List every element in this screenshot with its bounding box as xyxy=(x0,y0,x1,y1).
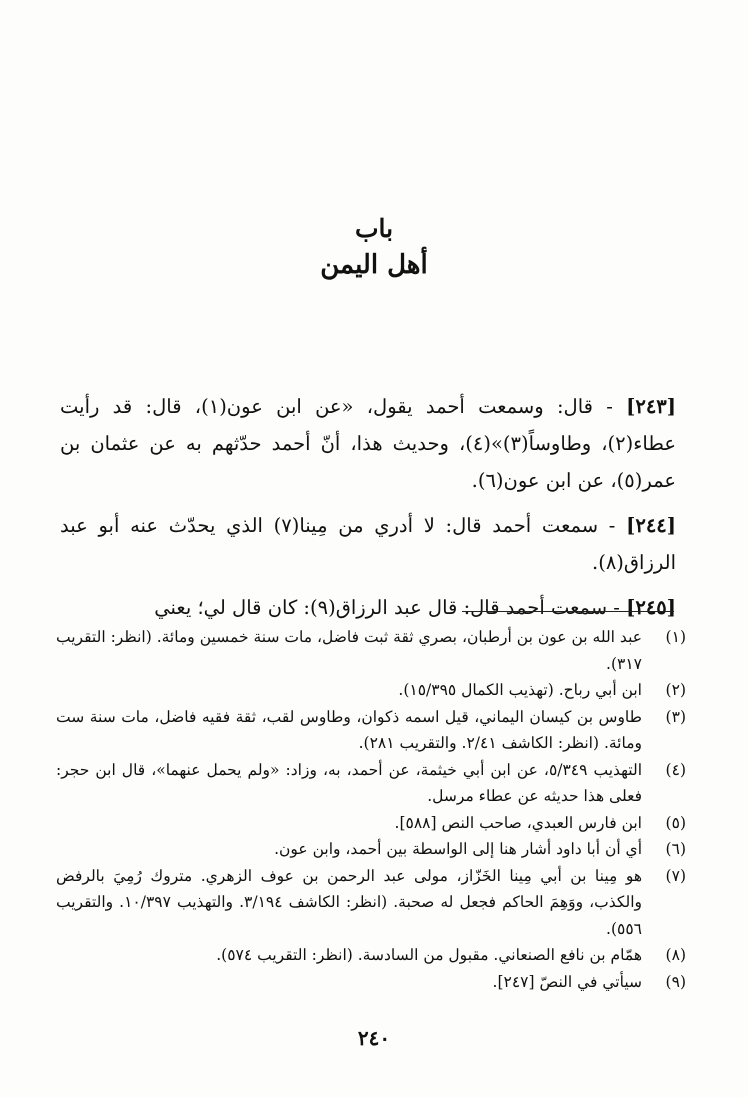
footnote-8 xyxy=(56,942,686,969)
footnote-text: هو مِينا بن أبي مِينا الخَزّاز، مولى عبد الرحمن بن عوف الزهري. متروك رُمِيَ بالرفض والكذب، ووَهِمَ الحاكم فجعل له صحبة. (انظر: الكاشف ٣/١٩٤. والتهذيب ١٠/٣٩٧. والتقريب ٥٥٦). xyxy=(56,866,642,938)
footnote-divider xyxy=(462,611,674,612)
footnote-1 xyxy=(56,624,686,677)
paragraph-text: - قال: وسمعت أحمد يقول، «عن ابن عون(١)، قال: قد رأيت عطاء(٢)، وطاوساً(٣)»(٤)، وحديث هذا، أنّ أحمد حدّثهم به عن عثمان بن عمر(٥)، عن ابن عون(٦). xyxy=(60,395,676,492)
paragraph-number: [٢٤٤] xyxy=(626,514,676,537)
footnote-7 xyxy=(56,863,686,943)
footnote-mark: (٧) xyxy=(665,866,686,885)
paragraph-243 xyxy=(60,388,676,499)
footnote-4 xyxy=(56,757,686,810)
footnote-text: طاوس بن كيسان اليماني، قيل اسمه ذكوان، وطاوس لقب، ثقة فقيه فاضل، مات سنة ست ومائة. (انظر: الكاشف ٢/٤١. والتقريب ٢٨١). xyxy=(56,707,642,752)
footnote-mark: (٤) xyxy=(665,760,686,779)
paragraph-text: - سمعت أحمد قال: لا أدري من مِينا(٧) الذي يحدّث عنه أبو عبد الرزاق(٨). xyxy=(60,514,676,574)
footnote-3 xyxy=(56,704,686,757)
footnote-text: ابن فارس العبدي، صاحب النص [٥٨٨]. xyxy=(394,813,642,832)
footnote-mark: (٥) xyxy=(665,813,686,832)
footnote-mark: (١) xyxy=(665,628,686,646)
footnotes xyxy=(56,624,686,995)
footnote-mark: (٢) xyxy=(665,681,686,699)
footnote-5 xyxy=(56,810,686,837)
footnote-mark: (٨) xyxy=(665,946,686,964)
footnote-text: سيأتي في النصّ [٢٤٧]. xyxy=(492,972,642,991)
footnote-text: أي أن أبا داود أشار هنا إلى الواسطة بين أحمد، وابن عون. xyxy=(274,840,642,858)
footnote-9 xyxy=(56,969,686,996)
footnote-text: عبد الله بن عون بن أرطبان، بصري ثقة ثبت فاضل، مات سنة خمسين ومائة. (انظر: التقريب ٣١٧). xyxy=(56,628,642,673)
paragraph-number: [٢٤٣] xyxy=(626,395,676,418)
paragraph-number: [٢٤٥] xyxy=(626,596,676,619)
footnote-mark: (٣) xyxy=(665,707,686,726)
footnote-text: ابن أبي رباح. (تهذيب الكمال ١٥/٣٩٥). xyxy=(398,681,642,699)
footnote-2 xyxy=(56,677,686,704)
main-text xyxy=(60,388,676,634)
footnote-mark: (٩) xyxy=(665,972,686,991)
footnote-6 xyxy=(56,836,686,863)
footnote-text: همّام بن نافع الصنعاني. مقبول من السادسة. (انظر: التقريب ٥٧٤). xyxy=(216,946,642,964)
chapter-title: أهل اليمن xyxy=(320,250,428,280)
footnote-text: التهذيب ٥/٣٤٩، عن ابن أبي خيثمة، عن أحمد، به، وزاد: «ولم يحمل عنهما»، قال ابن حجر: فعلى هذا حديثه عن عطاء مرسل. xyxy=(56,760,643,805)
chapter-label: باب xyxy=(354,214,394,243)
paragraph-244 xyxy=(60,507,676,581)
page-number: ٢٤٠ xyxy=(357,1026,391,1050)
paragraph-text: - سمعت أحمد قال: قال عبد الرزاق(٩): كان قال لي؛ يعني xyxy=(154,596,627,619)
paragraph-245 xyxy=(60,589,676,626)
footnote-mark: (٦) xyxy=(665,840,686,858)
